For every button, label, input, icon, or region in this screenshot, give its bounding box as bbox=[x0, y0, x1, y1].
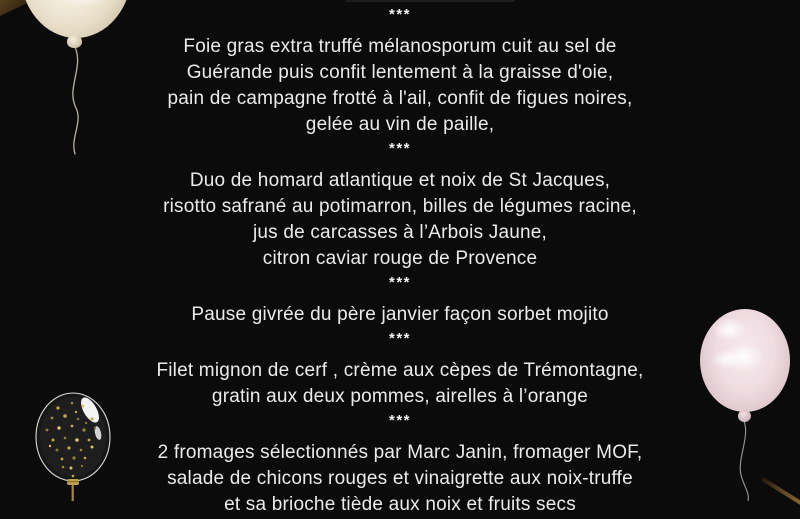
course-line-cutoff: et sa brioche tiède aux noix et fruits secs bbox=[224, 494, 576, 515]
course-line: Guérande puis confit lentement à la graisse d'oie, bbox=[186, 62, 614, 83]
course-separator: *** bbox=[388, 274, 411, 291]
course-fromages bbox=[0, 440, 800, 518]
course-foie-gras bbox=[0, 34, 800, 138]
course-line: salade de chicons rouges et vinaigrette aux noix-truffe bbox=[167, 468, 633, 489]
pink-balloon bbox=[700, 309, 790, 412]
course-separator: *** bbox=[388, 330, 411, 347]
course-separator: *** bbox=[388, 140, 411, 157]
course-line: gelée au vin de paille, bbox=[305, 114, 495, 135]
course-line: citron caviar rouge de Provence bbox=[262, 248, 538, 269]
course-cerf bbox=[0, 358, 800, 410]
balloon-gold-collar bbox=[67, 479, 79, 485]
course-line: Filet mignon de cerf , crème aux cèpes de Trémontagne, bbox=[156, 360, 644, 381]
course-line: pain de campagne frotté à l'ail, confit de figues noires, bbox=[167, 88, 633, 109]
course-separator: *** bbox=[388, 412, 411, 429]
course-line: 2 fromages sélectionnés par Marc Janin, fromager MOF, bbox=[157, 442, 643, 463]
course-line: Pause givrée du père janvier façon sorbet mojito bbox=[191, 304, 609, 325]
pearl-balloon-string bbox=[58, 46, 98, 156]
course-homard bbox=[0, 168, 800, 272]
course-line: risotto safrané au potimarron, billes de légumes racine, bbox=[163, 196, 637, 217]
pink-balloon-knot bbox=[738, 410, 751, 422]
pearl-balloon-knot bbox=[67, 35, 82, 48]
course-sorbet bbox=[0, 302, 800, 328]
course-line: jus de carcasses à l’Arbois Jaune, bbox=[252, 222, 548, 243]
pink-balloon-string bbox=[734, 421, 758, 501]
balloon-gold-stick bbox=[72, 485, 74, 501]
course-line: Foie gras extra truffé mélanosporum cuit au sel de bbox=[183, 36, 617, 57]
course-separator: *** bbox=[388, 6, 411, 23]
confetti-balloon bbox=[28, 389, 118, 501]
course-line: gratin aux deux pommes, airelles à l’orange bbox=[211, 386, 589, 407]
course-line: Duo de homard atlantique et noix de St Jacques, bbox=[189, 170, 611, 191]
